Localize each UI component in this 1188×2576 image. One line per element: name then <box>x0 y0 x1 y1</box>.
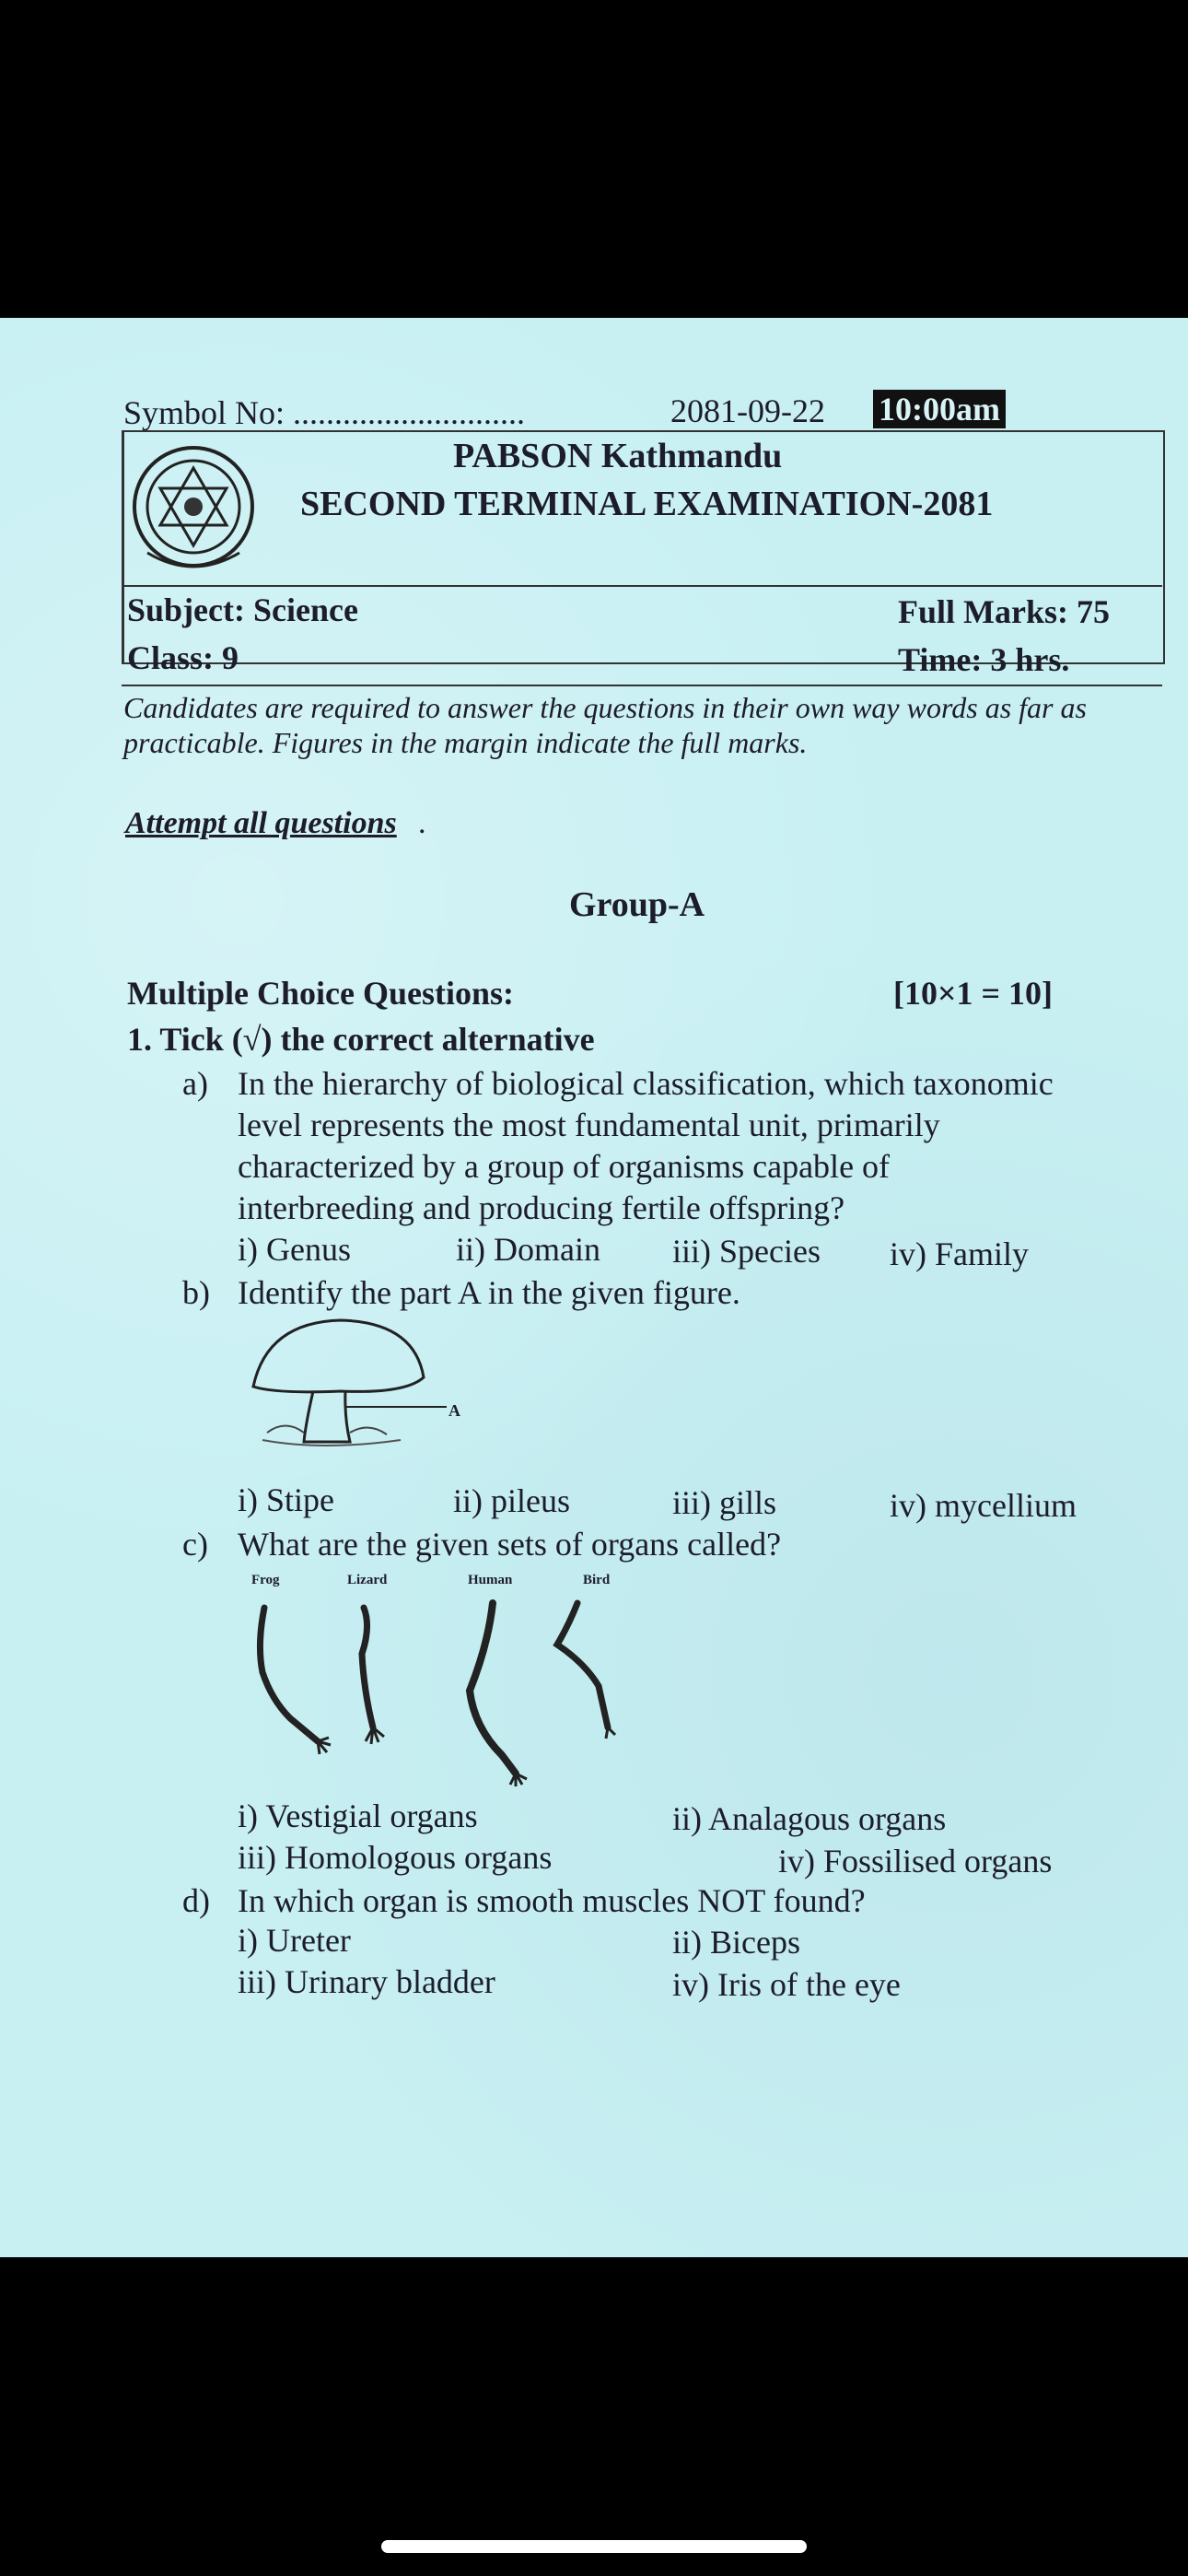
class: Class: 9 <box>127 639 239 676</box>
q-d-option-4: iv) Iris of the eye <box>672 1966 901 2003</box>
q-a-option-3: iii) Species <box>672 1233 821 1270</box>
limb-label-human: Human <box>468 1573 513 1587</box>
q-a-letter: a) <box>182 1065 208 1102</box>
q-a-line-4: interbreeding and producing fertile offspring? <box>238 1189 845 1226</box>
time-allowed: Time: 3 hrs. <box>898 641 1070 678</box>
q-c-text: What are the given sets of organs called? <box>238 1526 782 1563</box>
q-a-line-3: characterized by a group of organisms capable of <box>238 1148 891 1185</box>
home-indicator[interactable] <box>381 2540 807 2553</box>
q-d-option-2: ii) Biceps <box>672 1924 800 1961</box>
mushroom-figure <box>249 1313 470 1451</box>
q-b-option-3: iii) gills <box>672 1484 777 1521</box>
header-bottom-rule <box>122 685 1162 686</box>
q-a-option-4: iv) Family <box>890 1235 1029 1272</box>
attempt-period: . <box>418 806 426 840</box>
limbs-figure <box>244 1589 686 1787</box>
section-title: Multiple Choice Questions: <box>127 975 514 1012</box>
q-d-letter: d) <box>182 1882 210 1919</box>
group-title: Group-A <box>569 885 705 924</box>
school-logo <box>129 442 258 580</box>
school-name: PABSON Kathmandu <box>453 437 783 475</box>
instruction-line-1: Candidates are required to answer the questions in their own way words as far as <box>123 691 1087 724</box>
attempt-all: Attempt all questions <box>125 806 397 840</box>
q-a-line-2: level represents the most fundamental unit, primarily <box>238 1107 940 1143</box>
q-b-text: Identify the part A in the given figure. <box>238 1274 740 1311</box>
section-marks: [10×1 = 10] <box>893 975 1054 1012</box>
q-b-option-4: iv) mycellium <box>890 1487 1077 1524</box>
q-c-option-4: iv) Fossilised organs <box>778 1843 1053 1879</box>
q-b-letter: b) <box>182 1274 210 1311</box>
subject: Subject: Science <box>127 591 358 628</box>
instruction-line-2: practicable. Figures in the margin indicate the full marks. <box>123 726 808 759</box>
q-a-line-1: In the hierarchy of biological classification, which taxonomic <box>238 1065 1054 1102</box>
q-a-option-2: ii) Domain <box>456 1231 600 1268</box>
q-d-option-3: iii) Urinary bladder <box>238 1963 495 2000</box>
q-c-letter: c) <box>182 1526 208 1563</box>
exam-paper <box>0 318 1188 2257</box>
exam-title: SECOND TERMINAL EXAMINATION-2081 <box>300 485 994 523</box>
exam-date: 2081-09-22 <box>670 392 825 429</box>
q-b-option-2: ii) pileus <box>453 1482 570 1519</box>
question-1: 1. Tick (√) the correct alternative <box>127 1021 595 1058</box>
limb-label-bird: Bird <box>583 1573 611 1587</box>
q-c-option-2: ii) Analagous organs <box>672 1800 947 1837</box>
exam-time: 10:00am <box>873 390 1006 428</box>
symbol-number: Symbol No: ............................ <box>123 394 526 431</box>
q-c-option-1: i) Vestigial organs <box>238 1797 478 1834</box>
q-b-option-1: i) Stipe <box>238 1481 334 1518</box>
limb-label-frog: Frog <box>251 1573 280 1587</box>
q-d-text: In which organ is smooth muscles NOT found? <box>238 1882 866 1919</box>
q-a-option-1: i) Genus <box>238 1231 351 1268</box>
limb-label-lizard: Lizard <box>347 1573 388 1587</box>
q-c-option-3: iii) Homologous organs <box>238 1839 553 1876</box>
q-d-option-1: i) Ureter <box>238 1922 351 1959</box>
mushroom-label-a: A <box>448 1401 460 1420</box>
full-marks: Full Marks: 75 <box>898 593 1110 630</box>
header-divider <box>122 585 1162 587</box>
